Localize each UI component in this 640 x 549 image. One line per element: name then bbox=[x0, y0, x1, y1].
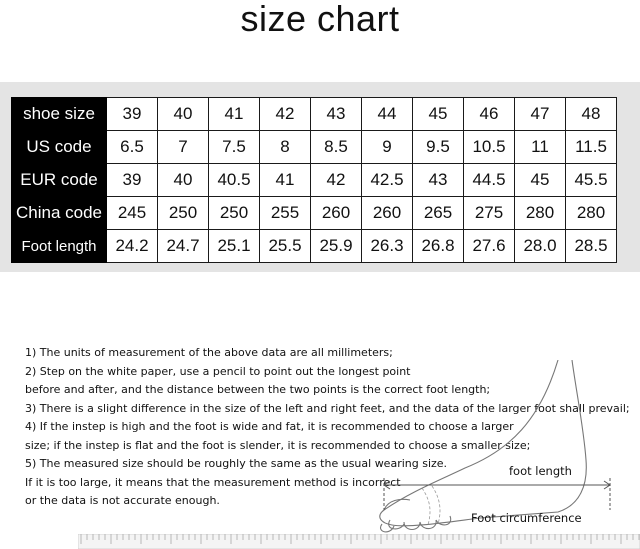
table-row bbox=[12, 230, 617, 263]
table-cell: 26.8 bbox=[413, 230, 464, 263]
note-line: 1) The units of measurement of the above data are all millimeters; bbox=[25, 346, 393, 359]
table-cell: 43 bbox=[413, 164, 464, 197]
table-cell: 11.5 bbox=[566, 131, 617, 164]
table-cell: 40 bbox=[158, 98, 209, 131]
table-cell: 10.5 bbox=[464, 131, 515, 164]
table-cell: 46 bbox=[464, 98, 515, 131]
table-cell: 40 bbox=[158, 164, 209, 197]
table-cell: 260 bbox=[311, 197, 362, 230]
table-cell: 47 bbox=[515, 98, 566, 131]
note-line: before and after, and the distance between the two points is the correct foot length; bbox=[25, 383, 491, 396]
row-header: US code bbox=[12, 131, 107, 164]
table-cell: 43 bbox=[311, 98, 362, 131]
note-line: 3) There is a slight difference in the size of the left and right feet, and the data of the larger foot shall prevail; bbox=[25, 401, 630, 415]
table-cell: 280 bbox=[566, 197, 617, 230]
table-cell: 48 bbox=[566, 98, 617, 131]
table-row bbox=[12, 164, 617, 197]
size-table bbox=[11, 97, 617, 263]
table-cell: 265 bbox=[413, 197, 464, 230]
table-cell: 250 bbox=[158, 197, 209, 230]
foot-length-arrow bbox=[384, 478, 610, 510]
table-row bbox=[12, 131, 617, 164]
table-cell: 41 bbox=[209, 98, 260, 131]
table-cell: 40.5 bbox=[209, 164, 260, 197]
note-line: If it is too large, it means that the measurement method is incorrect bbox=[25, 475, 401, 489]
foot-outline-icon bbox=[380, 360, 586, 532]
table-cell: 9.5 bbox=[413, 131, 464, 164]
table-cell: 28.5 bbox=[566, 230, 617, 263]
table-cell: 42 bbox=[260, 98, 311, 131]
table-row bbox=[12, 98, 617, 131]
table-cell: 260 bbox=[362, 197, 413, 230]
foot-circumference-lines bbox=[422, 486, 440, 525]
table-cell: 45.5 bbox=[566, 164, 617, 197]
row-header: EUR code bbox=[12, 164, 107, 197]
row-header: shoe size bbox=[12, 98, 107, 131]
table-cell: 27.6 bbox=[464, 230, 515, 263]
table-cell: 26.3 bbox=[362, 230, 413, 263]
table-cell: 39 bbox=[107, 164, 158, 197]
table-cell: 42 bbox=[311, 164, 362, 197]
table-cell: 44.5 bbox=[464, 164, 515, 197]
table-cell: 24.7 bbox=[158, 230, 209, 263]
row-header: Foot length bbox=[12, 230, 107, 263]
table-cell: 25.5 bbox=[260, 230, 311, 263]
table-cell: 6.5 bbox=[107, 131, 158, 164]
table-cell: 7.5 bbox=[209, 131, 260, 164]
table-cell: 245 bbox=[107, 197, 158, 230]
table-cell: 7 bbox=[158, 131, 209, 164]
row-header: China code bbox=[12, 197, 107, 230]
note-line: size; if the instep is flat and the foot is slender, it is recommended to choose a smaller size; bbox=[25, 438, 531, 452]
foot-measurement-diagram bbox=[370, 360, 635, 538]
table-cell: 41 bbox=[260, 164, 311, 197]
ruler-scale bbox=[78, 534, 640, 549]
table-cell: 24.2 bbox=[107, 230, 158, 263]
note-line: 2) Step on the white paper, use a pencil to point out the longest point bbox=[25, 364, 411, 378]
table-cell: 275 bbox=[464, 197, 515, 230]
foot-length-label: foot length bbox=[509, 464, 572, 478]
table-cell: 45 bbox=[515, 164, 566, 197]
foot-circumference-label: Foot circumference bbox=[471, 511, 582, 525]
note-line: 4) If the instep is high and the foot is wide and fat, it is recommended to choose a larger bbox=[25, 420, 514, 433]
table-cell: 255 bbox=[260, 197, 311, 230]
table-cell: 44 bbox=[362, 98, 413, 131]
table-cell: 280 bbox=[515, 197, 566, 230]
table-cell: 25.1 bbox=[209, 230, 260, 263]
table-cell: 9 bbox=[362, 131, 413, 164]
note-line: or the data is not accurate enough. bbox=[25, 494, 220, 507]
table-cell: 250 bbox=[209, 197, 260, 230]
page-title: size chart bbox=[240, 0, 400, 39]
table-cell: 28.0 bbox=[515, 230, 566, 263]
table-cell: 8 bbox=[260, 131, 311, 164]
table-cell: 11 bbox=[515, 131, 566, 164]
table-cell: 25.9 bbox=[311, 230, 362, 263]
table-cell: 45 bbox=[413, 98, 464, 131]
note-line: 5) The measured size should be roughly the same as the usual wearing size. bbox=[25, 457, 448, 470]
table-row bbox=[12, 197, 617, 230]
table-cell: 42.5 bbox=[362, 164, 413, 197]
table-cell: 39 bbox=[107, 98, 158, 131]
table-cell: 8.5 bbox=[311, 131, 362, 164]
